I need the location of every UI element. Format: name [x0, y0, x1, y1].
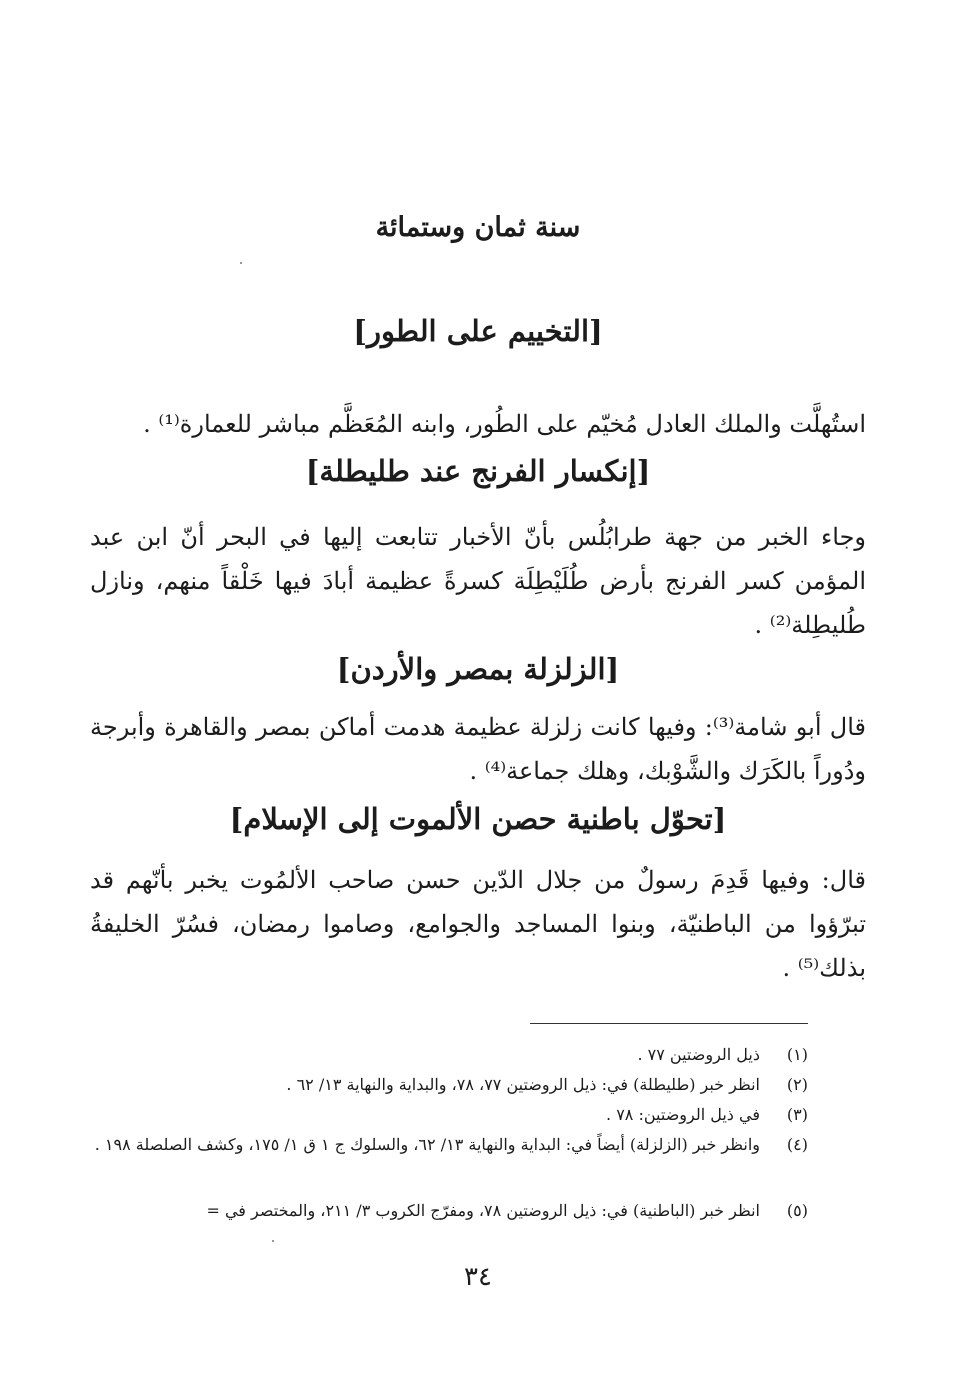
footnote-3 — [86, 1102, 808, 1128]
footnote-5 — [86, 1198, 808, 1224]
footnote-4 — [86, 1132, 808, 1158]
page-number: ٣٤ — [464, 1262, 492, 1292]
section-paragraph-3: قال أبو شامة⁽³⁾: وفيها كانت زلزلة عظيمة هدمت أماكن بمصر والقاهرة وأبرجة ودُوراً بالكَرَك والشَّوْبك، وهلك جماعة⁽⁴⁾ . — [90, 713, 866, 785]
footnote-text: في ذيل الروضتين: ٧٨ . — [606, 1105, 760, 1124]
section-paragraph-4: قال: وفيها قَدِمَ رسولٌ من جلال الدّين حسن صاحب الألمُوت يخبر بأنّهم قد تبرّؤوا من الباطنيّة، وبنوا المساجد والجوامع، وصاموا رمضان، فسُرّ الخليفةُ بذلك⁽⁵⁾ . — [90, 866, 866, 982]
footnote-number: (٥) — [786, 1201, 808, 1220]
footnote-text: انظر خبر (الباطنية) في: ذيل الروضتين ٧٨، ومفرّج الكروب ٣/ ٢١١، والمختصر في = — [206, 1201, 760, 1220]
section-heading-3: [الزلزلة بمصر والأردن] — [336, 652, 620, 686]
footnote-2 — [86, 1072, 808, 1098]
footnote-text: وانظر خبر (الزلزلة) أيضاً في: البداية والنهاية ١٣/ ٦٢، والسلوك ج ١ ق ١/ ١٧٥، وكشف الصلصلة ١٩٨ . — [94, 1135, 760, 1154]
footnote-text: ذيل الروضتين ٧٧ . — [637, 1045, 760, 1064]
section-heading-1: [التخييم على الطور] — [353, 314, 603, 348]
footnote-number: (٣) — [786, 1105, 808, 1124]
footnote-number: (١) — [786, 1045, 808, 1064]
section-paragraph-1: استُهلَّت والملك العادل مُخيّم على الطُور، وابنه المُعَظَّم مباشر للعمارة⁽¹⁾ . — [143, 410, 866, 438]
scan-speck — [240, 262, 242, 264]
section-paragraph-2: وجاء الخبر من جهة طرابُلُس بأنّ الأخبار تتابعت إليها في البحر أنّ ابن عبد المؤمن كسر الفرنج بأرض طُلَيْطِلَة كسرةً عظيمة أبادَ فيها خَلْقاً منهم، ونازل طُليطِلة⁽²⁾ . — [90, 523, 866, 639]
footnote-separator — [530, 1023, 808, 1024]
footnote-text: انظر خبر (طليطلة) في: ذيل الروضتين ٧٧، ٧٨، والبداية والنهاية ١٣/ ٦٢ . — [286, 1075, 760, 1094]
footnote-1 — [86, 1042, 808, 1068]
section-heading-2: [إنكسار الفرنج عند طليطلة] — [305, 454, 651, 488]
page-title: سنة ثمان وستمائة — [375, 212, 581, 243]
section-heading-4: [تحوّل باطنية حصن الألموت إلى الإسلام] — [229, 802, 727, 836]
footnote-number: (٤) — [786, 1135, 808, 1154]
scan-speck — [272, 1240, 274, 1242]
footnote-number: (٢) — [786, 1075, 808, 1094]
